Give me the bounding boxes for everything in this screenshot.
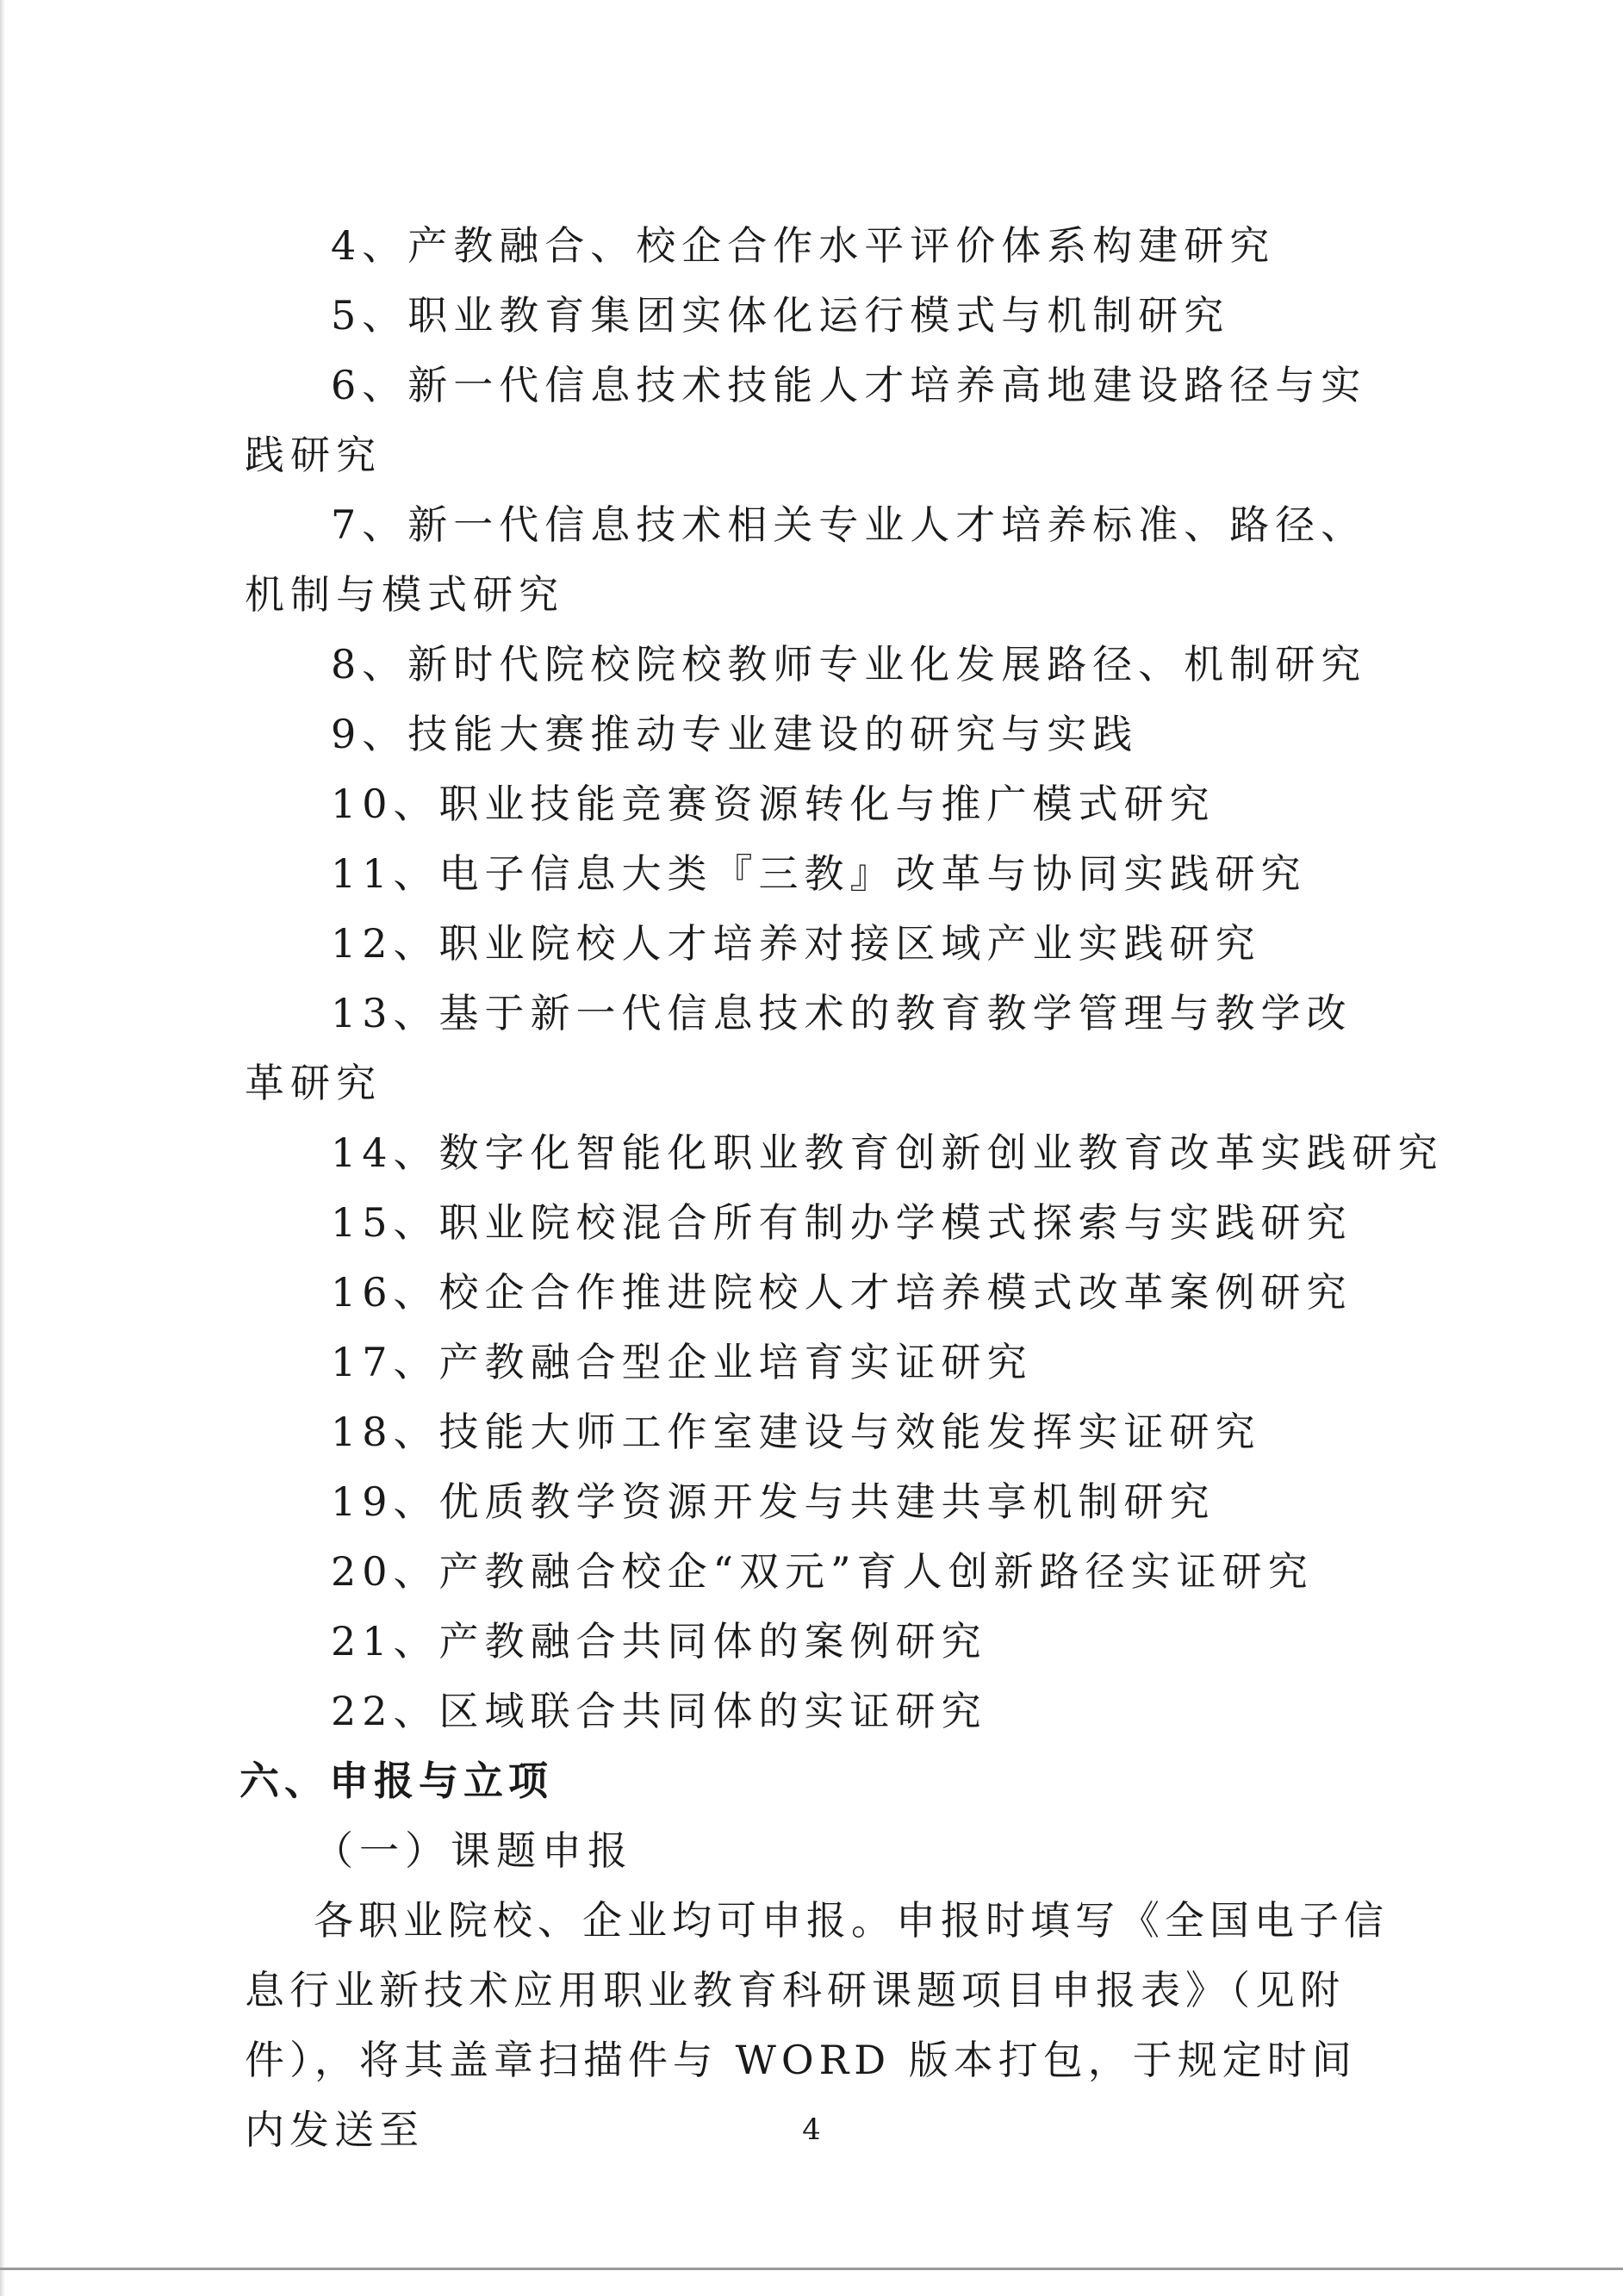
body-paragraph: 各职业院校、企业均可申报。申报时填写《全国电子信息行业新技术应用职业教育科研课题项目申报表》（见附件），将其盖章扫描件与 WORD 版本打包，于规定时间内发送至 xyxy=(245,1897,1389,2153)
topic-item: 16、校企合作推进院校人才培养模式改革案例研究 xyxy=(331,1269,1352,1316)
topic-item: 22、区域联合共同体的实证研究 xyxy=(331,1688,987,1734)
topic-item: 20、产教融合校企“双元”育人创新路径实证研究 xyxy=(331,1548,1314,1595)
topic-item: 9、技能大赛推动专业建设的研究与实践 xyxy=(331,711,1139,757)
topic-item: 4、产教融合、校企合作水平评价体系构建研究 xyxy=(331,222,1276,269)
topic-item: 11、电子信息大类『三教』改革与协同实践研究 xyxy=(331,850,1307,897)
topic-item: 7、新一代信息技术相关专业人才培养标准、路径、机制与模式研究 xyxy=(245,501,1367,618)
topic-item: 17、产教融合型企业培育实证研究 xyxy=(331,1339,1033,1385)
topic-item: 12、职业院校人才培养对接区域产业实践研究 xyxy=(331,920,1261,967)
topic-item: 6、新一代信息技术技能人才培养高地建设路径与实践研究 xyxy=(245,362,1367,478)
scan-edge-left xyxy=(0,0,5,2296)
topic-item: 19、优质教学资源开发与共建共享机制研究 xyxy=(331,1478,1216,1525)
section-heading: 六、申报与立项 xyxy=(239,1758,553,1804)
topic-item: 21、产教融合共同体的案例研究 xyxy=(331,1618,987,1664)
topic-item: 13、基于新一代信息技术的教育教学管理与教学改革研究 xyxy=(245,990,1352,1106)
scan-edge-bottom xyxy=(0,2268,1623,2270)
topic-item: 8、新时代院校院校教师专业化发展路径、机制研究 xyxy=(331,641,1367,688)
topic-item: 14、数字化智能化职业教育创新创业教育改革实践研究 xyxy=(331,1129,1444,1176)
topic-item: 10、职业技能竞赛资源转化与推广模式研究 xyxy=(331,781,1216,827)
subsection-heading: （一）课题申报 xyxy=(314,1827,633,1874)
page-content xyxy=(239,211,1444,2165)
topic-item: 18、技能大师工作室建设与效能发挥实证研究 xyxy=(331,1409,1261,1455)
topic-item: 15、职业院校混合所有制办学模式探索与实践研究 xyxy=(331,1199,1352,1246)
topic-item: 5、职业教育集团实体化运行模式与机制研究 xyxy=(331,292,1230,339)
page-number: 4 xyxy=(802,2112,821,2147)
